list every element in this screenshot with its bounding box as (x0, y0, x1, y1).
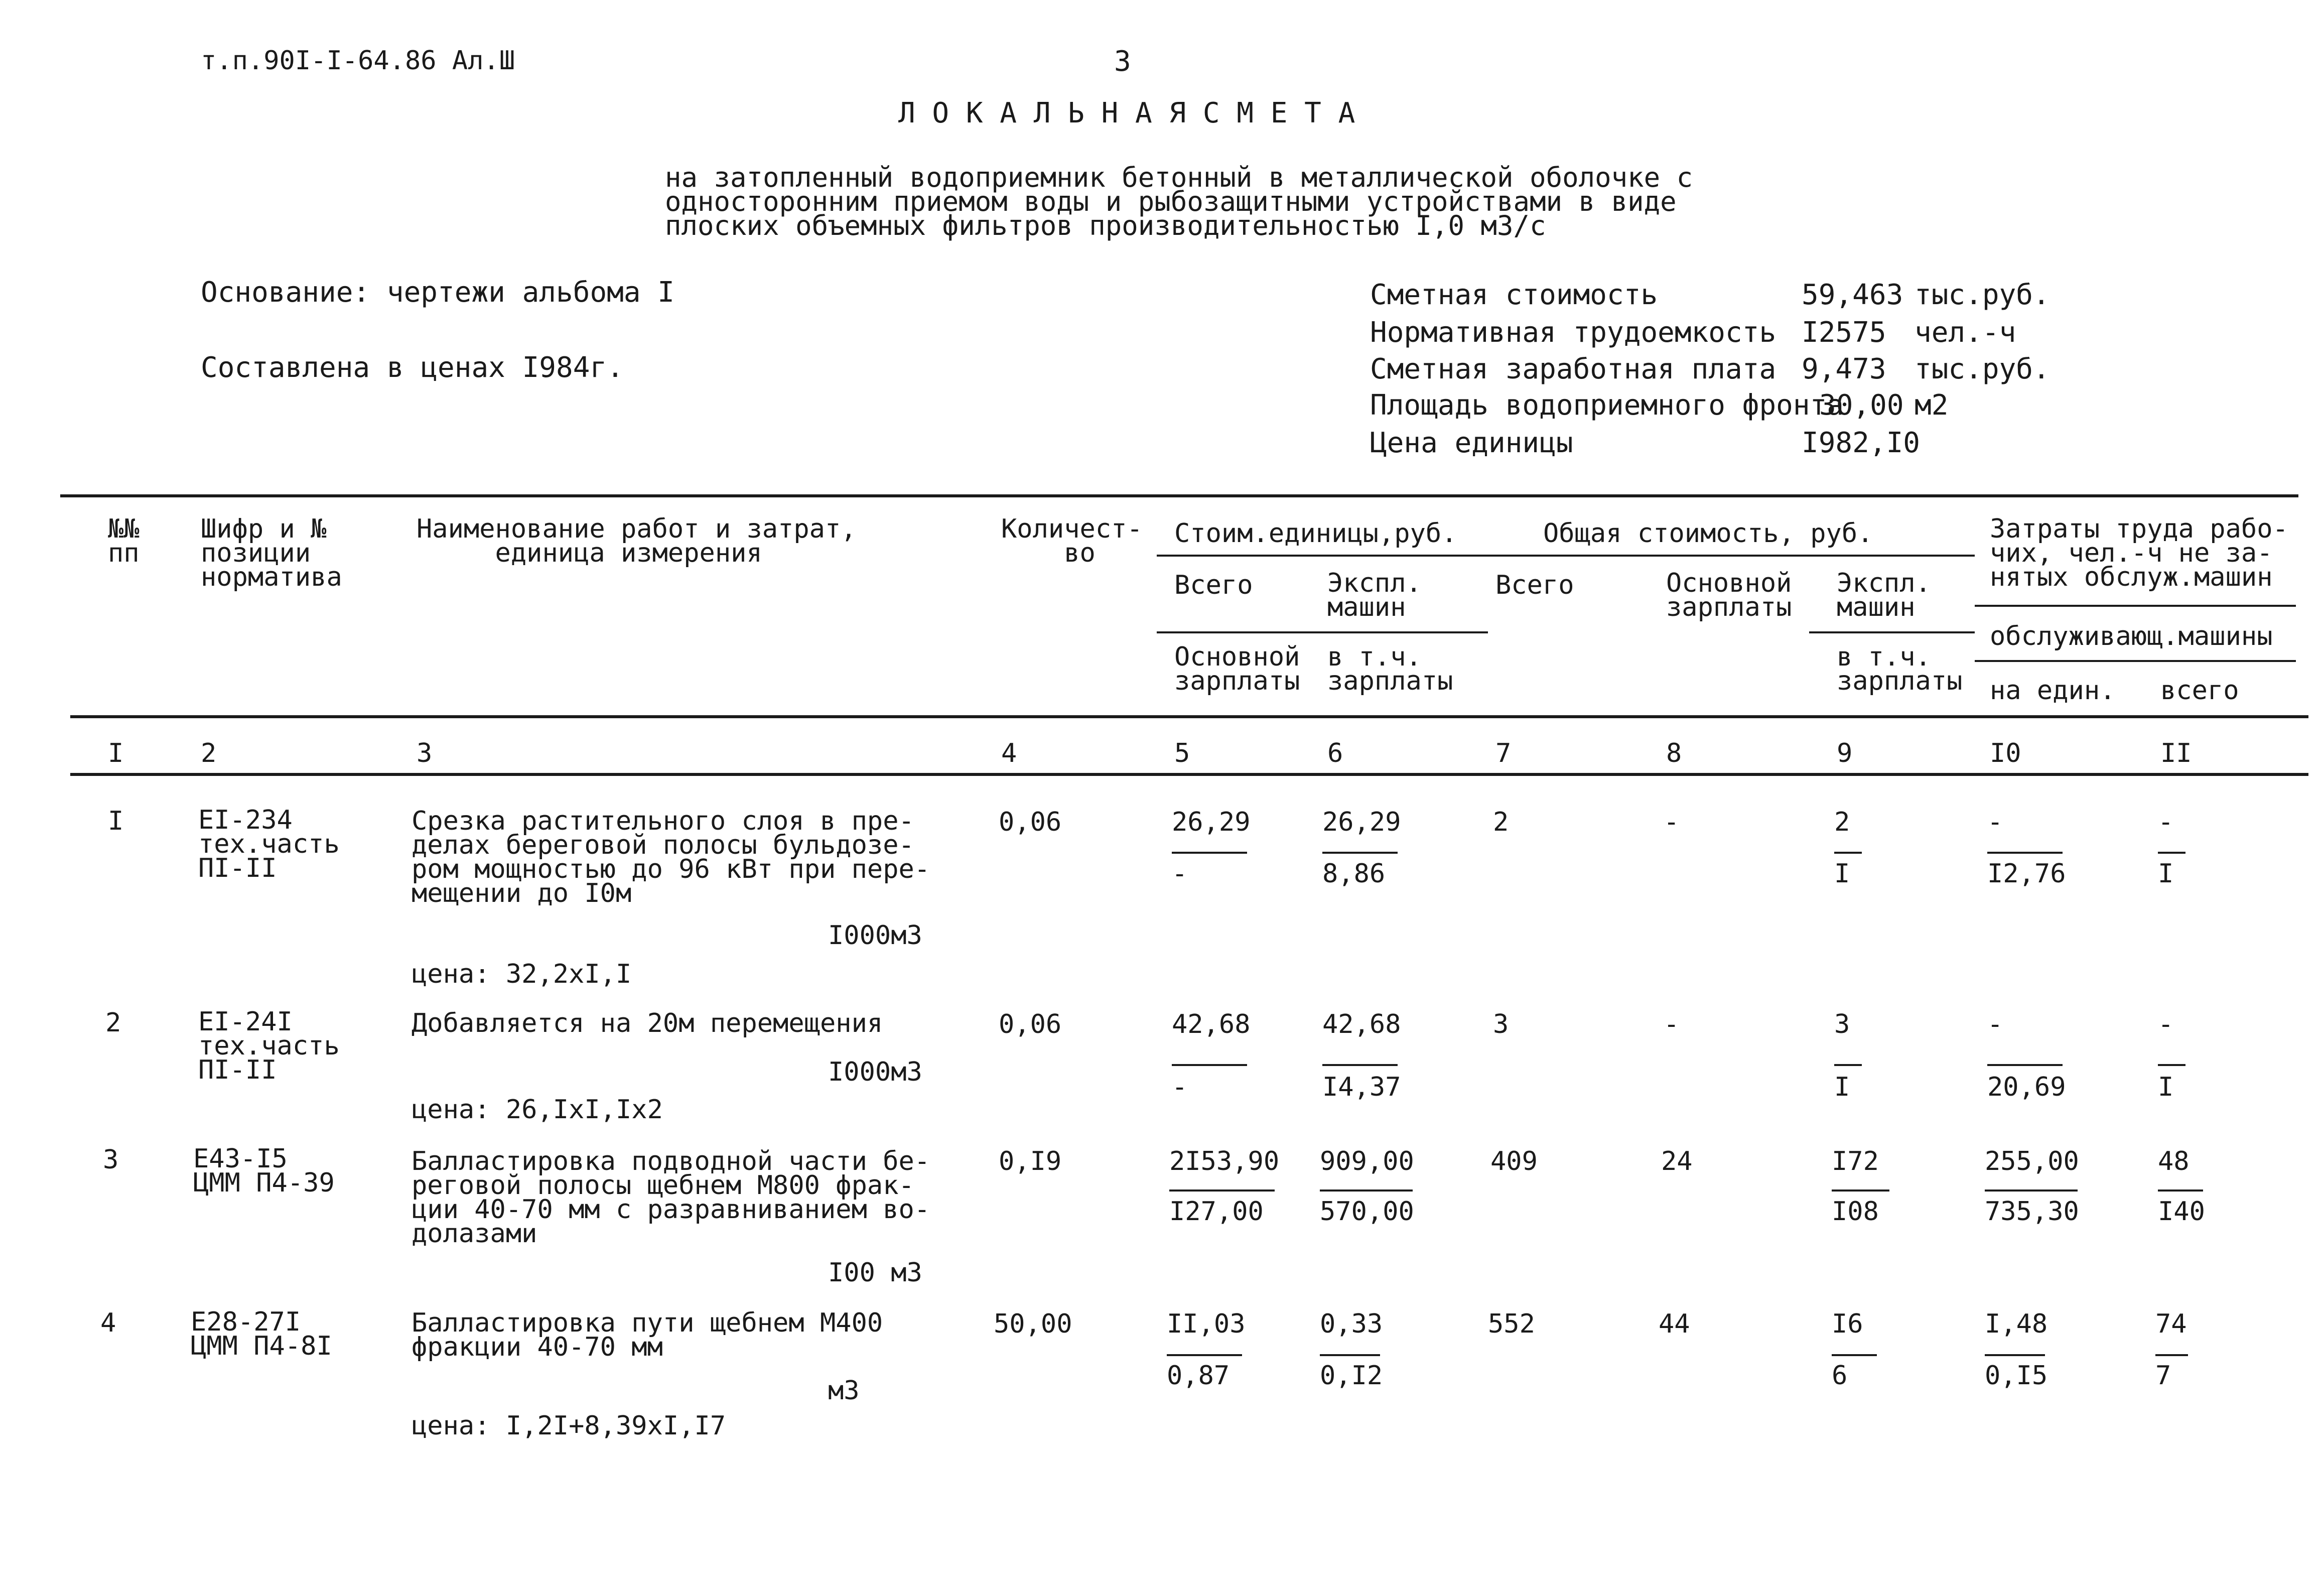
c5-top: II,03 (1167, 1309, 1246, 1339)
c9-top: 3 (1834, 1009, 1850, 1039)
c11-bottom: I40 (2158, 1197, 2205, 1227)
row-number: I (108, 806, 124, 836)
c7: 2 (1493, 807, 1509, 837)
fraction-line (2158, 1064, 2185, 1066)
c10-bottom: 735,30 (1985, 1197, 2079, 1227)
header-num: №№ пп (108, 514, 140, 568)
prices-text: Составлена в ценах I984г. (201, 351, 624, 384)
summary-label: Площадь водоприемного фронта (1370, 389, 1844, 422)
c10-top: - (1987, 1009, 2003, 1039)
summary-unit: чел.-ч (1915, 316, 2016, 349)
fraction-line (1832, 1190, 1889, 1192)
column-number: I0 (1990, 738, 2021, 768)
summary-label: Сметная заработная плата (1370, 353, 1776, 385)
header-unit-cost: Стоим.единицы,руб. (1174, 518, 1457, 549)
c10-top: 255,00 (1985, 1146, 2079, 1176)
row-name: Срезка растительного слоя в пре- делах береговой полосы бульдозе- ром мощностью до 96 кВт при пере- мещении до I0м (412, 806, 930, 908)
c9-top: I6 (1832, 1309, 1863, 1339)
unit-cost-rule (1157, 555, 1975, 557)
row-number: 2 (105, 1008, 121, 1038)
c9-bottom: I08 (1832, 1197, 1879, 1227)
c9-bottom: 6 (1832, 1361, 1848, 1391)
header-name: Наименование работ и затрат, единица измерения (417, 514, 857, 568)
c8: - (1664, 1009, 1680, 1039)
c6-bottom: 0,I2 (1320, 1361, 1383, 1391)
c5-bottom: - (1172, 1072, 1188, 1102)
column-number: 5 (1174, 738, 1190, 768)
row-number: 4 (100, 1308, 116, 1338)
table-top-rule (60, 494, 2298, 497)
c8: - (1664, 807, 1680, 837)
row-code: EI-234 тех.часть ПI-II (198, 805, 340, 883)
document-code: т.п.90I-I-64.86 Ал.Ш (201, 46, 515, 76)
c9-bottom: I (1834, 1072, 1850, 1102)
header-total-cost: Общая стоимость, руб. (1543, 518, 1873, 549)
header-tc-base-wage: Основной зарплаты (1666, 568, 1792, 622)
header-labor-per-unit: на един. (1990, 676, 2116, 706)
header-uc-incl-wage: в т.ч. зарплаты (1327, 642, 1453, 696)
header-labor-machines: обслуживающ.машины (1990, 621, 2273, 651)
c10-bottom: 20,69 (1987, 1072, 2066, 1102)
c9-bottom: I (1834, 859, 1850, 889)
c6-bottom: I4,37 (1322, 1072, 1401, 1102)
header-code: Шифр и № позиции норматива (201, 514, 342, 592)
header-qty: Количест- во (1001, 514, 1143, 568)
column-number: 3 (417, 738, 433, 768)
page-number: 3 (1114, 45, 1131, 78)
summary-value: I982,I0 (1802, 427, 1921, 459)
summary-label: Сметная стоимость (1370, 279, 1658, 311)
c5-bottom: - (1172, 859, 1188, 889)
c11-bottom: I (2158, 1072, 2174, 1102)
c11-top: - (2158, 1009, 2174, 1039)
column-number: 8 (1666, 738, 1682, 768)
c11-top: 48 (2158, 1146, 2190, 1176)
c5-top: 42,68 (1172, 1009, 1251, 1039)
summary-unit: тыс.руб. (1915, 279, 2050, 311)
c7: 409 (1490, 1146, 1538, 1176)
fraction-line (1169, 1190, 1275, 1192)
row-price: цена: 32,2хI,I (412, 959, 632, 989)
tc-sub-rule (1809, 631, 1975, 633)
row-code: E28-27I ЦММ П4-8I (191, 1307, 332, 1361)
row-qty: 0,06 (999, 1009, 1062, 1039)
fraction-line (1167, 1354, 1242, 1356)
header-tc-machines: Экспл. машин (1837, 568, 1931, 622)
fraction-line (1832, 1354, 1877, 1356)
labor-rule-1 (1975, 605, 2296, 607)
header-uc-base-wage: Основной зарплаты (1174, 642, 1300, 696)
c6-bottom: 8,86 (1322, 859, 1386, 889)
fraction-line (1985, 1354, 2045, 1356)
column-number: 2 (201, 738, 217, 768)
header-uc-machines: Экспл. машин (1327, 568, 1422, 622)
c10-top: - (1987, 807, 2003, 837)
c5-top: 2I53,90 (1169, 1146, 1280, 1176)
header-labor: Затраты труда рабо- чих, чел.-ч не за- нятых обслуж.машин (1990, 514, 2288, 592)
row-qty: 0,06 (999, 807, 1062, 837)
c11-top: 74 (2155, 1309, 2187, 1339)
fraction-line (1172, 1064, 1247, 1066)
c11-top: - (2158, 807, 2174, 837)
header-labor-total: всего (2160, 676, 2239, 706)
c10-bottom: I2,76 (1987, 859, 2066, 889)
column-numbers-rule (70, 773, 2308, 776)
row-unit: I000м3 (828, 920, 922, 951)
c8: 44 (1659, 1309, 1690, 1339)
c5-top: 26,29 (1172, 807, 1251, 837)
summary-label: Цена единицы (1370, 427, 1573, 459)
fraction-line (1834, 1064, 1862, 1066)
fraction-line (1987, 852, 2063, 854)
row-price: цена: I,2I+8,39хI,I7 (412, 1411, 726, 1441)
c6-top: 909,00 (1320, 1146, 1414, 1176)
row-qty: 0,I9 (999, 1146, 1062, 1176)
c6-top: 42,68 (1322, 1009, 1401, 1039)
c6-bottom: 570,00 (1320, 1197, 1414, 1227)
summary-value: 30,00 (1819, 389, 1904, 422)
c5-bottom: I27,00 (1169, 1197, 1264, 1227)
row-unit: м3 (828, 1376, 860, 1406)
row-price: цена: 26,IxI,Iх2 (412, 1095, 663, 1125)
document-subtitle: на затопленный водоприемник бетонный в металлической оболочке с односторонним приемом воды и рыбозащитными устройствами в виде плоских объемных фильтров производительностью I,0 м3/с (665, 162, 1693, 241)
summary-unit: м2 (1915, 389, 1949, 422)
fraction-line (1172, 852, 1247, 854)
summary-value: 59,463 (1802, 279, 1903, 311)
summary-label: Нормативная трудоемкость (1370, 316, 1776, 349)
fraction-line (2155, 1354, 2188, 1356)
fraction-line (2158, 1190, 2203, 1192)
c10-bottom: 0,I5 (1985, 1361, 2048, 1391)
column-number: 9 (1837, 738, 1853, 768)
row-unit: I00 м3 (828, 1258, 922, 1288)
row-code: E43-I5 ЦММ П4-39 (193, 1144, 335, 1198)
row-unit: I000м3 (828, 1057, 922, 1087)
c10-top: I,48 (1985, 1309, 2048, 1339)
fraction-line (1322, 852, 1398, 854)
fraction-line (1985, 1190, 2078, 1192)
fraction-line (1834, 852, 1862, 854)
header-tc-total: Всего (1495, 570, 1574, 600)
c11-bottom: I (2158, 859, 2174, 889)
summary-unit: тыс.руб. (1915, 353, 2050, 385)
c7: 3 (1493, 1009, 1509, 1039)
c8: 24 (1661, 1146, 1693, 1176)
row-number: 3 (103, 1145, 119, 1175)
document-title: Л О К А Л Ь Н А Я С М Е Т А (898, 97, 1355, 129)
c7: 552 (1488, 1309, 1535, 1339)
row-name: Балластировка пути щебнем М400 фракции 40-70 мм (412, 1308, 883, 1362)
c11-bottom: 7 (2155, 1361, 2171, 1391)
column-number: II (2160, 738, 2192, 768)
row-name: Балластировка подводной части бе- реговой полосы щебнем М800 фрак- ции 40-70 мм с разравниванием во- долазами (412, 1146, 930, 1249)
row-name: Добавляется на 20м перемещения (412, 1008, 883, 1038)
fraction-line (1987, 1064, 2063, 1066)
fraction-line (1320, 1354, 1380, 1356)
c9-top: 2 (1834, 807, 1850, 837)
header-uc-total: Всего (1174, 570, 1253, 600)
fraction-line (1322, 1064, 1398, 1066)
row-qty: 50,00 (994, 1309, 1072, 1339)
c6-top: 0,33 (1320, 1309, 1383, 1339)
summary-value: I2575 (1802, 316, 1886, 349)
c6-top: 26,29 (1322, 807, 1401, 837)
uc-sub-rule (1157, 631, 1488, 633)
c9-top: I72 (1832, 1146, 1879, 1176)
summary-value: 9,473 (1802, 353, 1886, 385)
labor-rule-2 (1975, 660, 2296, 662)
c5-bottom: 0,87 (1167, 1361, 1230, 1391)
row-code: EI-24I тех.часть ПI-II (198, 1007, 340, 1085)
table-header-bottom-rule (70, 715, 2308, 718)
column-number: I (108, 738, 124, 768)
column-number: 6 (1327, 738, 1343, 768)
fraction-line (1320, 1190, 1413, 1192)
fraction-line (2158, 852, 2185, 854)
basis-text: Основание: чертежи альбома I (201, 276, 675, 309)
column-number: 4 (1001, 738, 1017, 768)
header-tc-incl-wage: в т.ч. зарплаты (1837, 642, 1963, 696)
column-number: 7 (1495, 738, 1512, 768)
